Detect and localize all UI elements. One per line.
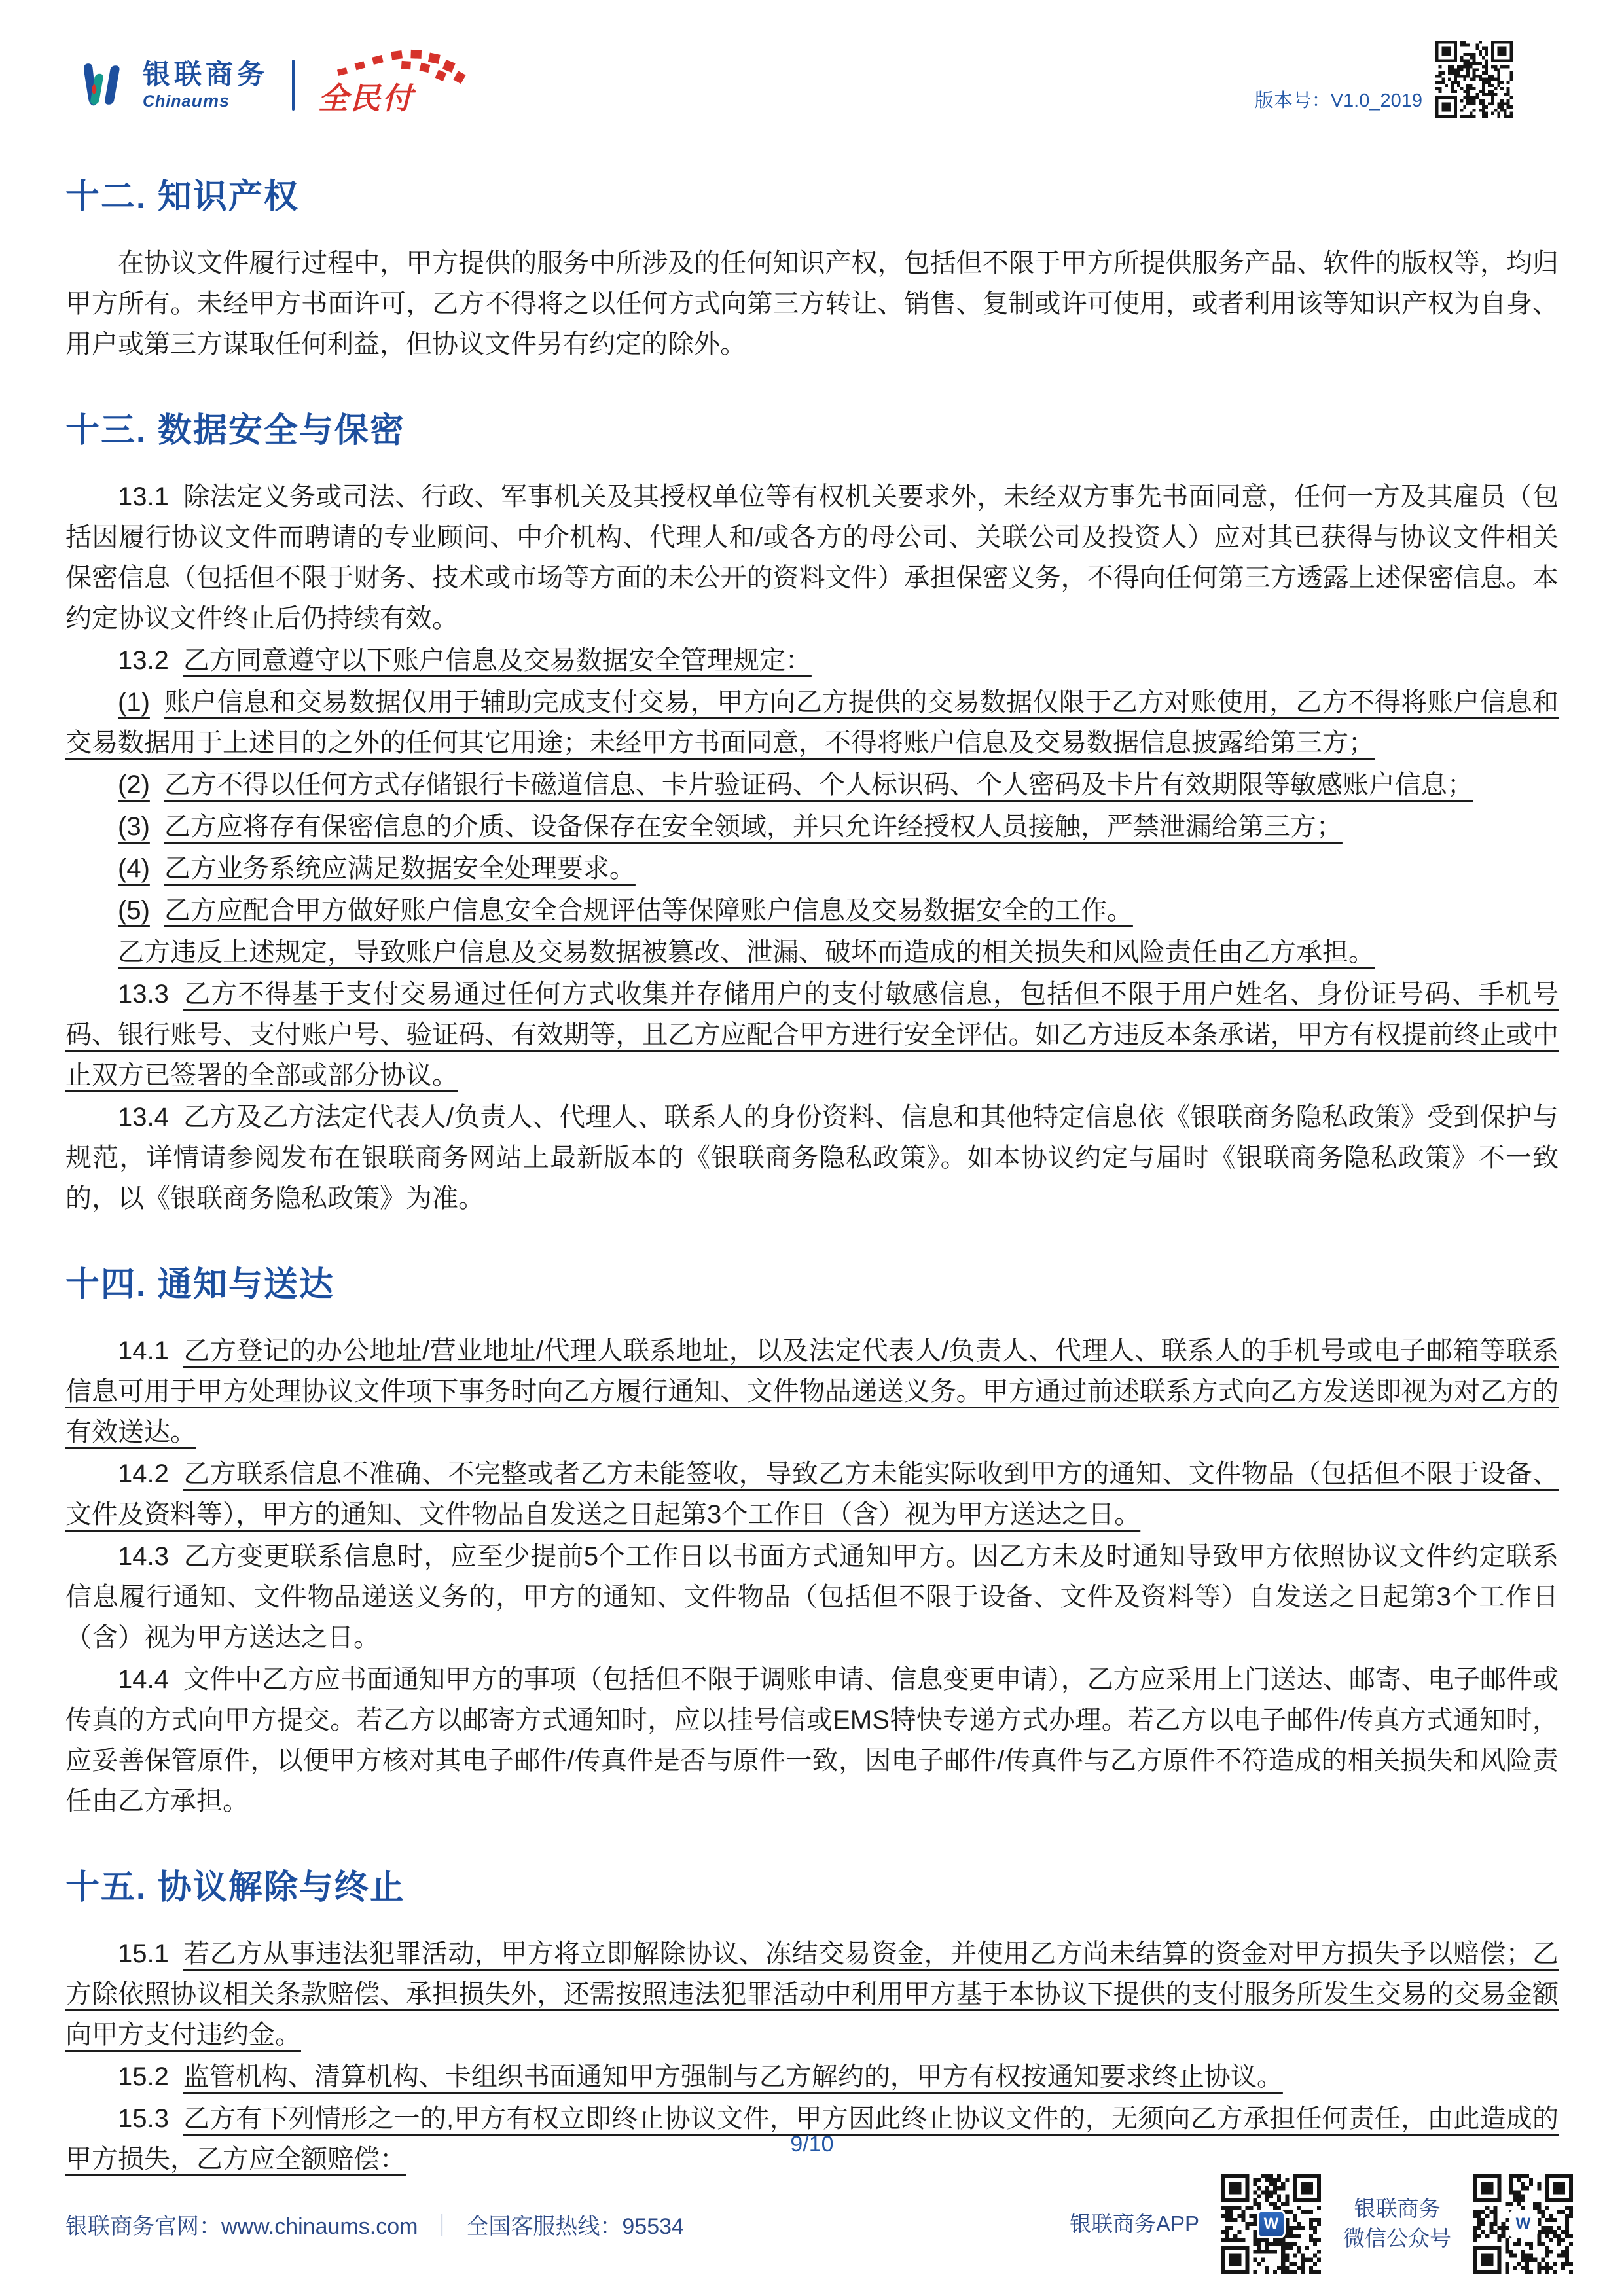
clause-text: 监管机构、清算机构、卡组织书面通知甲方强制与乙方解约的，甲方有权按通知要求终止协议。 <box>183 2062 1283 2091</box>
clause-text: 文件中乙方应书面通知甲方的事项（包括但不限于调账申请、信息变更申请），乙方应采用上门送达、邮寄、电子邮件或传真的方式向甲方提交。若乙方以邮寄方式通知时，应以挂号信或EMS特快专递方式办理。若乙方以电子邮件/传真方式通知时，应妥善保管原件，以便甲方核对其电子邮件/传真件是否与原件一致，因电子邮件/传真件与乙方原件不符造成的相关损失和风险责任由乙方承担。 <box>65 1665 1559 1816</box>
version-label: 版本号：V1.0_2019 <box>1254 90 1422 111</box>
clause-text: 乙方应将存有保密信息的介质、设备保存在安全领域，并只允许经授权人员接触，严禁泄漏给第三方； <box>164 812 1343 841</box>
document-body <box>0 118 1624 2179</box>
clause-text: 若乙方从事违法犯罪活动，甲方将立即解除协议、冻结交易资金，并使用乙方尚未结算的资金对甲方损失予以赔偿；乙方除依照协议相关条款赔偿、承担损失外，还需按照违法犯罪活动中利用甲方基于本协议下提供的支付服务所发生交易的交易金额向甲方支付违约金。 <box>65 1939 1559 2049</box>
clause-paragraph <box>65 1933 1559 2055</box>
wechat-qr-label <box>1343 2195 1451 2253</box>
brand-en-ums: ums <box>191 90 230 111</box>
clause-paragraph <box>65 682 1559 763</box>
wechat-qr-label-line1: 银联商务 <box>1354 2197 1441 2221</box>
clause-paragraph <box>65 890 1559 931</box>
app-qr-code <box>1221 2174 1321 2274</box>
brand-name-en <box>143 92 268 110</box>
wechat-qr-code <box>1473 2174 1573 2274</box>
chinaums-logo-icon <box>77 57 134 113</box>
page-number: 9/10 <box>790 2132 834 2157</box>
clause-text: 账户信息和交易数据仅用于辅助完成支付交易，甲方向乙方提供的交易数据仅限于乙方对账使用，乙方不得将账户信息和交易数据用于上述目的之外的任何其它用途；未经甲方书面同意，不得将账户信息及交易数据信息披露给第三方； <box>65 688 1559 757</box>
clause-paragraph <box>65 476 1559 639</box>
clause-number: 15.3 <box>118 2104 169 2133</box>
brand-name-cn: 银联商务 <box>143 58 269 90</box>
clause-text: 乙方不得以任何方式存储银行卡磁道信息、卡片验证码、个人标识码、个人密码及卡片有效期限等敏感账户信息； <box>164 770 1473 799</box>
section-title: 十五. 协议解除与终止 <box>65 1869 405 1907</box>
clause-text: 乙方应配合甲方做好账户信息安全合规评估等保障账户信息及交易数据安全的工作。 <box>164 896 1133 925</box>
clause-paragraph <box>65 806 1559 847</box>
clause-number: 13.3 <box>118 980 169 1009</box>
clause-number: 13.4 <box>118 1103 169 1132</box>
official-site-label: 银联商务官网：www.chinaums.com <box>65 2214 418 2239</box>
clause-paragraph <box>65 974 1559 1096</box>
header-qr-code <box>1435 41 1513 118</box>
clause-text: 乙方登记的办公地址/营业地址/代理人联系地址，以及法定代表人/负责人、代理人、联系人的手机号或电子邮箱等联系信息可用于甲方处理协议文件项下事务时向乙方履行通知、文件物品递送义务。甲方通过前述联系方式向乙方发送即视为对乙方的有效送达。 <box>65 1336 1559 1446</box>
page-footer <box>0 2132 1624 2296</box>
header-right <box>1255 41 1513 118</box>
clause-number: 15.1 <box>118 1939 169 1968</box>
section-title: 十四. 通知与送达 <box>65 1266 334 1304</box>
clause-number: 14.2 <box>118 1460 169 1488</box>
footer-qr-group <box>1070 2174 1573 2274</box>
footer-row <box>0 2174 1624 2296</box>
clause-text: 乙方业务系统应满足数据安全处理要求。 <box>164 854 636 883</box>
clause-number: 14.3 <box>118 1542 169 1571</box>
clause-paragraph <box>65 764 1559 805</box>
clause-text: 乙方不得基于支付交易通过任何方式收集并存储用户的支付敏感信息，包括但不限于用户姓名、身份证号码、手机号码、银行账号、支付账户号、验证码、有效期等，且乙方应配合甲方进行安全评估。如乙方违反本条承诺，甲方有权提前终止或中止双方已签署的全部或部分协议。 <box>65 980 1559 1090</box>
clause-paragraph <box>65 932 1559 973</box>
section-title: 十三. 数据安全与保密 <box>65 412 405 450</box>
wechat-qr-label-line2: 微信公众号 <box>1343 2226 1451 2250</box>
clause-paragraph <box>65 1659 1559 1821</box>
hotline-label: 全国客服热线：95534 <box>466 2214 684 2239</box>
clause-number: (4) <box>118 854 150 883</box>
clause-paragraph <box>65 1331 1559 1452</box>
clause-number: (1) <box>118 688 150 717</box>
clause-number: 15.2 <box>118 2062 169 2091</box>
clause-paragraph <box>65 243 1559 365</box>
clause-paragraph <box>65 1454 1559 1535</box>
logo-divider <box>292 60 295 111</box>
brand-group <box>77 52 414 118</box>
footer-divider: ｜ <box>431 2214 454 2239</box>
brand-text <box>143 58 269 111</box>
brand-en-china: China <box>143 92 192 111</box>
clause-number: 13.1 <box>118 482 169 511</box>
clause-paragraph <box>65 848 1559 889</box>
clause-text: 乙方同意遵守以下账户信息及交易数据安全管理规定： <box>183 646 812 675</box>
ums-mark-icon: W <box>1509 2210 1538 2238</box>
clause-paragraph <box>65 1097 1559 1219</box>
clause-number: (3) <box>118 812 150 841</box>
clause-text: 除法定义务或司法、行政、军事机关及其授权单位等有权机关要求外，未经双方事先书面同意，任何一方及其雇员（包括因履行协议文件而聘请的专业顾问、中介机构、代理人和/或各方的母公司、关联公司及投资人）应对其已获得与协议文件相关保密信息（包括但不限于财务、技术或市场等方面的未公开的资料文件）承担保密义务，不得向任何第三方透露上述保密信息。本约定协议文件终止后仍持续有效。 <box>65 482 1559 633</box>
clause-text: 乙方变更联系信息时，应至少提前5个工作日以书面方式通知甲方。因乙方未及时通知导致甲方依照协议文件约定联系信息履行通知、文件物品递送义务的，甲方的通知、文件物品（包括但不限于设备、文件及资料等）自发送之日起第3个工作日（含）视为甲方送达之日。 <box>65 1542 1559 1652</box>
clause-paragraph <box>65 1536 1559 1658</box>
page-header <box>0 0 1624 118</box>
clause-number: (2) <box>118 770 150 799</box>
clause-text: 乙方联系信息不准确、不完整或者乙方未能签收，导致乙方未能实际收到甲方的通知、文件物品（包括但不限于设备、文件及资料等），甲方的通知、文件物品自发送之日起第3个工作日（含）视为甲方送达之日。 <box>65 1460 1559 1529</box>
clause-number: 14.1 <box>118 1336 169 1365</box>
clause-text: 乙方违反上述规定，导致账户信息及交易数据被篡改、泄漏、破坏而造成的相关损失和风险责任由乙方承担。 <box>118 938 1375 967</box>
footer-contacts <box>65 2208 684 2240</box>
clause-paragraph <box>65 2056 1559 2097</box>
clause-text: 乙方有下列情形之一的,甲方有权立即终止协议文件，甲方因此终止协议文件的，无须向乙方承担任何责任，由此造成的甲方损失，乙方应全额赔偿： <box>65 2104 1559 2174</box>
clause-text: 在协议文件履行过程中，甲方提供的服务中所涉及的任何知识产权，包括但不限于甲方所提供服务产品、软件的版权等，均归甲方所有。未经甲方书面许可，乙方不得将之以任何方式向第三方转让、销售、复制或许可使用，或者利用该等知识产权为自身、用户或第三方谋取任何利益，但协议文件另有约定的除外。 <box>65 249 1559 359</box>
clause-number: 14.4 <box>118 1665 169 1694</box>
app-icon: W <box>1257 2210 1286 2238</box>
app-qr-label: 银联商务APP <box>1069 2211 1199 2236</box>
clause-number: 13.2 <box>118 646 169 675</box>
checkered-flag-icon <box>336 47 474 85</box>
product-logo <box>318 52 414 118</box>
section-title: 十二. 知识产权 <box>65 178 299 216</box>
clause-number: (5) <box>118 896 150 925</box>
clause-paragraph <box>65 640 1559 681</box>
clause-text: 乙方及乙方法定代表人/负责人、代理人、联系人的身份资料、信息和其他特定信息依《银联商务隐私政策》受到保护与规范，详情请参阅发布在银联商务网站上最新版本的《银联商务隐私政策》。如本协议约定与届时《银联商务隐私政策》不一致的，以《银联商务隐私政策》为准。 <box>65 1103 1559 1213</box>
product-name: 全民付 <box>318 81 415 115</box>
